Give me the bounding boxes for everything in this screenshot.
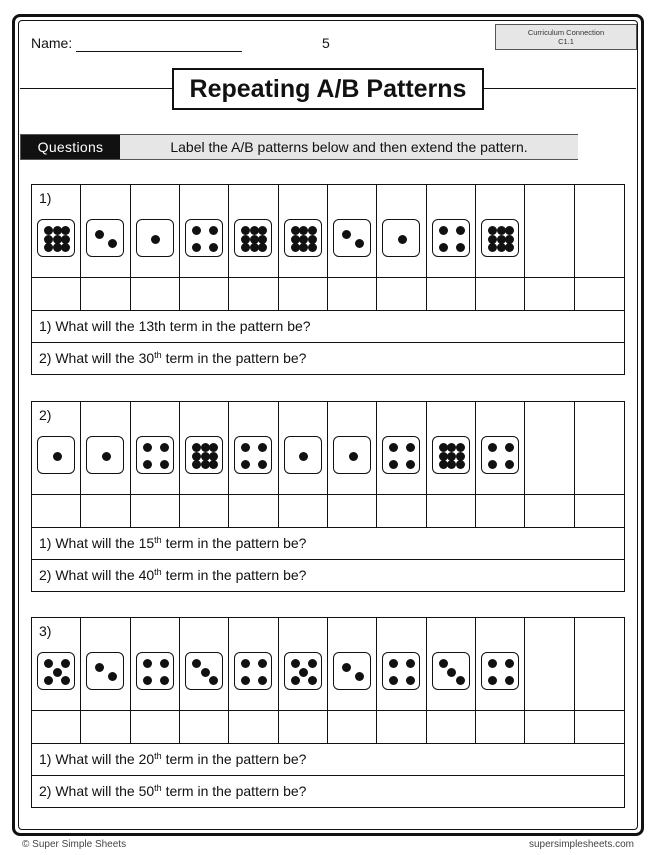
ab-label-cell[interactable] — [377, 711, 426, 743]
pattern-term-cell — [131, 402, 180, 494]
die-pip — [209, 243, 218, 252]
die-pip — [44, 676, 53, 685]
die-pip — [389, 443, 398, 452]
ab-label-cell[interactable] — [525, 278, 574, 310]
die-pip — [447, 668, 456, 677]
ordinal-suffix: th — [154, 350, 162, 360]
ab-label-cell[interactable] — [279, 711, 328, 743]
ab-label-cell[interactable] — [229, 278, 278, 310]
die-pip — [160, 659, 169, 668]
label-row — [31, 495, 625, 528]
die-face-2 — [333, 652, 371, 690]
pattern-term-cell — [229, 618, 278, 710]
ab-label-cell[interactable] — [575, 278, 624, 310]
die-pip — [355, 239, 364, 248]
die-pip — [439, 226, 448, 235]
die-pip — [447, 460, 456, 469]
die-pip — [406, 460, 415, 469]
ordinal-suffix: th — [154, 535, 162, 545]
extend-term-cell[interactable] — [525, 402, 574, 494]
die-pip — [291, 659, 300, 668]
extend-term-cell[interactable] — [575, 185, 624, 277]
die-pip — [241, 443, 250, 452]
die-pip — [488, 243, 497, 252]
page-number: 5 — [322, 35, 330, 51]
die-face-1 — [333, 436, 371, 474]
pattern-term-cell — [180, 618, 229, 710]
ab-label-cell[interactable] — [131, 495, 180, 527]
die-face-1 — [382, 219, 420, 257]
ab-label-cell[interactable] — [575, 711, 624, 743]
die-pip — [349, 452, 358, 461]
die-face-4 — [382, 652, 420, 690]
die-pip — [201, 668, 210, 677]
pattern-term-cell — [476, 402, 525, 494]
die-face-4 — [382, 436, 420, 474]
ordinal-suffix: th — [154, 567, 162, 577]
ab-label-cell[interactable] — [476, 278, 525, 310]
pattern-term-cell — [377, 618, 426, 710]
ab-label-cell[interactable] — [377, 495, 426, 527]
die-face-9 — [37, 219, 75, 257]
die-pip — [192, 443, 201, 452]
pattern-term-cell — [328, 618, 377, 710]
die-face-4 — [234, 436, 272, 474]
die-face-9 — [284, 219, 322, 257]
question-text: 2) What will the 30 — [39, 350, 155, 366]
die-pip — [299, 243, 308, 252]
die-face-9 — [234, 219, 272, 257]
die-pip — [439, 659, 448, 668]
die-face-1 — [37, 436, 75, 474]
ab-label-cell[interactable] — [180, 278, 229, 310]
die-pip — [192, 460, 201, 469]
die-pip — [108, 239, 117, 248]
ab-label-cell[interactable] — [525, 495, 574, 527]
pattern-term-cell — [427, 185, 476, 277]
pattern-term-cell — [131, 185, 180, 277]
ab-label-cell[interactable] — [81, 495, 130, 527]
pattern-term-cell — [32, 402, 81, 494]
die-pip — [258, 676, 267, 685]
pattern-term-cell — [180, 402, 229, 494]
pattern-term-cell — [476, 618, 525, 710]
pattern-term-cell — [427, 618, 476, 710]
die-pip — [406, 659, 415, 668]
die-pip — [143, 659, 152, 668]
questions-tag: Questions — [21, 135, 120, 159]
die-pip — [308, 676, 317, 685]
die-pip — [160, 676, 169, 685]
question-row[interactable] — [31, 311, 625, 343]
question-row[interactable] — [31, 744, 625, 776]
footer-copyright: © Super Simple Sheets — [22, 839, 127, 850]
die-face-4 — [481, 652, 519, 690]
die-pip — [355, 672, 364, 681]
die-face-4 — [185, 219, 223, 257]
pattern-term-cell — [229, 185, 278, 277]
pattern-term-cell — [279, 618, 328, 710]
pattern-term-cell — [377, 185, 426, 277]
die-face-3 — [432, 652, 470, 690]
pattern-row — [31, 184, 625, 278]
ab-label-cell[interactable] — [476, 711, 525, 743]
pattern-term-cell — [476, 185, 525, 277]
die-pip — [505, 443, 514, 452]
ab-label-cell[interactable] — [328, 278, 377, 310]
die-pip — [53, 668, 62, 677]
question-text-end: term in the pattern be? — [161, 567, 307, 583]
die-face-1 — [136, 219, 174, 257]
die-face-1 — [86, 436, 124, 474]
die-face-4 — [136, 436, 174, 474]
pattern-number: 1) — [39, 190, 52, 206]
die-pip — [61, 659, 70, 668]
die-pip — [299, 452, 308, 461]
ab-label-cell[interactable] — [328, 495, 377, 527]
footer-website: supersimplesheets.com — [528, 839, 634, 850]
instructions-bar — [20, 134, 578, 160]
die-face-2 — [86, 652, 124, 690]
die-face-5 — [37, 652, 75, 690]
ab-label-cell[interactable] — [525, 711, 574, 743]
die-pip — [488, 443, 497, 452]
die-face-2 — [333, 219, 371, 257]
pattern-term-cell — [81, 618, 130, 710]
ordinal-suffix: th — [154, 783, 162, 793]
die-face-4 — [432, 219, 470, 257]
pattern-term-cell — [328, 185, 377, 277]
ab-label-cell[interactable] — [32, 711, 81, 743]
die-pip — [44, 226, 53, 235]
die-pip — [61, 226, 70, 235]
die-pip — [406, 676, 415, 685]
ab-label-cell[interactable] — [180, 711, 229, 743]
die-face-9 — [185, 436, 223, 474]
ab-label-cell[interactable] — [131, 711, 180, 743]
die-pip — [308, 226, 317, 235]
die-pip — [456, 443, 465, 452]
name-field-line[interactable] — [76, 51, 242, 52]
die-pip — [241, 460, 250, 469]
die-pip — [258, 659, 267, 668]
die-pip — [389, 676, 398, 685]
die-pip — [192, 659, 201, 668]
ordinal-suffix: th — [154, 751, 162, 761]
ab-label-cell[interactable] — [427, 278, 476, 310]
die-pip — [299, 226, 308, 235]
question-text-end: term in the pattern be? — [161, 350, 307, 366]
extend-term-cell[interactable] — [575, 618, 624, 710]
die-pip — [488, 676, 497, 685]
die-pip — [505, 243, 514, 252]
die-pip — [192, 226, 201, 235]
die-pip — [389, 460, 398, 469]
ab-label-cell[interactable] — [180, 495, 229, 527]
pattern-term-cell — [279, 402, 328, 494]
die-pip — [258, 443, 267, 452]
die-face-4 — [136, 652, 174, 690]
die-face-4 — [481, 436, 519, 474]
die-pip — [398, 235, 407, 244]
die-pip — [143, 443, 152, 452]
die-pip — [505, 460, 514, 469]
label-row — [31, 278, 625, 311]
pattern-block-1 — [31, 184, 625, 375]
question-text-end: term in the pattern be? — [161, 751, 307, 767]
die-pip — [488, 460, 497, 469]
pattern-number: 2) — [39, 407, 52, 423]
die-pip — [143, 676, 152, 685]
ab-label-cell[interactable] — [81, 711, 130, 743]
instructions-text: Label the A/B patterns below and then extend the pattern. — [120, 135, 578, 159]
die-pip — [258, 243, 267, 252]
die-pip — [342, 663, 351, 672]
extend-term-cell[interactable] — [575, 402, 624, 494]
die-pip — [192, 243, 201, 252]
question-text-end: term in the pattern be? — [161, 783, 307, 799]
question-row[interactable] — [31, 528, 625, 560]
die-face-4 — [234, 652, 272, 690]
die-pip — [488, 226, 497, 235]
label-row — [31, 711, 625, 744]
die-pip — [160, 443, 169, 452]
pattern-term-cell — [131, 618, 180, 710]
die-pip — [53, 452, 62, 461]
ab-label-cell[interactable] — [427, 495, 476, 527]
ab-label-cell[interactable] — [476, 495, 525, 527]
die-pip — [258, 460, 267, 469]
pattern-term-cell — [32, 618, 81, 710]
die-pip — [389, 659, 398, 668]
die-pip — [61, 676, 70, 685]
pattern-number: 3) — [39, 623, 52, 639]
die-pip — [258, 226, 267, 235]
curriculum-connection-box — [495, 24, 637, 50]
die-face-1 — [284, 436, 322, 474]
die-pip — [342, 230, 351, 239]
question-text-end: term in the pattern be? — [161, 535, 307, 551]
ab-label-cell[interactable] — [131, 278, 180, 310]
curriculum-label: Curriculum Connection — [527, 28, 605, 37]
die-pip — [95, 230, 104, 239]
ab-label-cell[interactable] — [427, 711, 476, 743]
pattern-term-cell — [427, 402, 476, 494]
question-row[interactable] — [31, 560, 625, 592]
die-pip — [44, 243, 53, 252]
die-pip — [505, 226, 514, 235]
pattern-term-cell — [377, 402, 426, 494]
die-face-9 — [481, 219, 519, 257]
die-pip — [439, 243, 448, 252]
question-text: 1) What will the 20 — [39, 751, 155, 767]
die-pip — [456, 243, 465, 252]
pattern-term-cell — [32, 185, 81, 277]
die-pip — [456, 460, 465, 469]
ab-label-cell[interactable] — [81, 278, 130, 310]
die-pip — [151, 235, 160, 244]
die-pip — [61, 243, 70, 252]
ab-label-cell[interactable] — [279, 278, 328, 310]
pattern-term-cell — [279, 185, 328, 277]
ab-label-cell[interactable] — [377, 278, 426, 310]
question-text: 1) What will the 15 — [39, 535, 155, 551]
pattern-term-cell — [81, 402, 130, 494]
die-pip — [209, 460, 218, 469]
pattern-block-2 — [31, 401, 625, 592]
ab-label-cell[interactable] — [575, 495, 624, 527]
die-pip — [308, 243, 317, 252]
die-face-5 — [284, 652, 322, 690]
die-face-2 — [86, 219, 124, 257]
die-pip — [447, 443, 456, 452]
die-pip — [95, 663, 104, 672]
ab-label-cell[interactable] — [279, 495, 328, 527]
ab-label-cell[interactable] — [32, 278, 81, 310]
die-pip — [406, 443, 415, 452]
ab-label-cell[interactable] — [32, 495, 81, 527]
die-pip — [160, 460, 169, 469]
pattern-term-cell — [81, 185, 130, 277]
question-text: 2) What will the 40 — [39, 567, 155, 583]
die-pip — [505, 659, 514, 668]
die-pip — [209, 676, 218, 685]
pattern-term-cell — [180, 185, 229, 277]
die-pip — [102, 452, 111, 461]
extend-term-cell[interactable] — [525, 185, 574, 277]
question-text: 2) What will the 50 — [39, 783, 155, 799]
die-face-9 — [432, 436, 470, 474]
die-pip — [241, 659, 250, 668]
curriculum-code: C1.1 — [558, 37, 574, 46]
ab-label-cell[interactable] — [229, 495, 278, 527]
extend-term-cell[interactable] — [525, 618, 574, 710]
die-pip — [505, 676, 514, 685]
die-pip — [108, 672, 117, 681]
ab-label-cell[interactable] — [229, 711, 278, 743]
die-pip — [44, 659, 53, 668]
question-row[interactable] — [31, 776, 625, 808]
pattern-block-3 — [31, 617, 625, 808]
question-text: 1) What will the 13th term in the pattern be? — [39, 318, 311, 334]
die-pip — [209, 226, 218, 235]
question-row[interactable] — [31, 343, 625, 375]
die-pip — [209, 443, 218, 452]
die-pip — [456, 226, 465, 235]
name-label: Name: — [31, 35, 73, 51]
ab-label-cell[interactable] — [328, 711, 377, 743]
die-pip — [291, 676, 300, 685]
pattern-row — [31, 401, 625, 495]
die-pip — [308, 659, 317, 668]
pattern-term-cell — [229, 402, 278, 494]
die-pip — [241, 676, 250, 685]
page-title: Repeating A/B Patterns — [172, 68, 484, 110]
die-pip — [299, 668, 308, 677]
die-face-3 — [185, 652, 223, 690]
pattern-term-cell — [328, 402, 377, 494]
pattern-row — [31, 617, 625, 711]
die-pip — [456, 676, 465, 685]
die-pip — [488, 659, 497, 668]
die-pip — [143, 460, 152, 469]
